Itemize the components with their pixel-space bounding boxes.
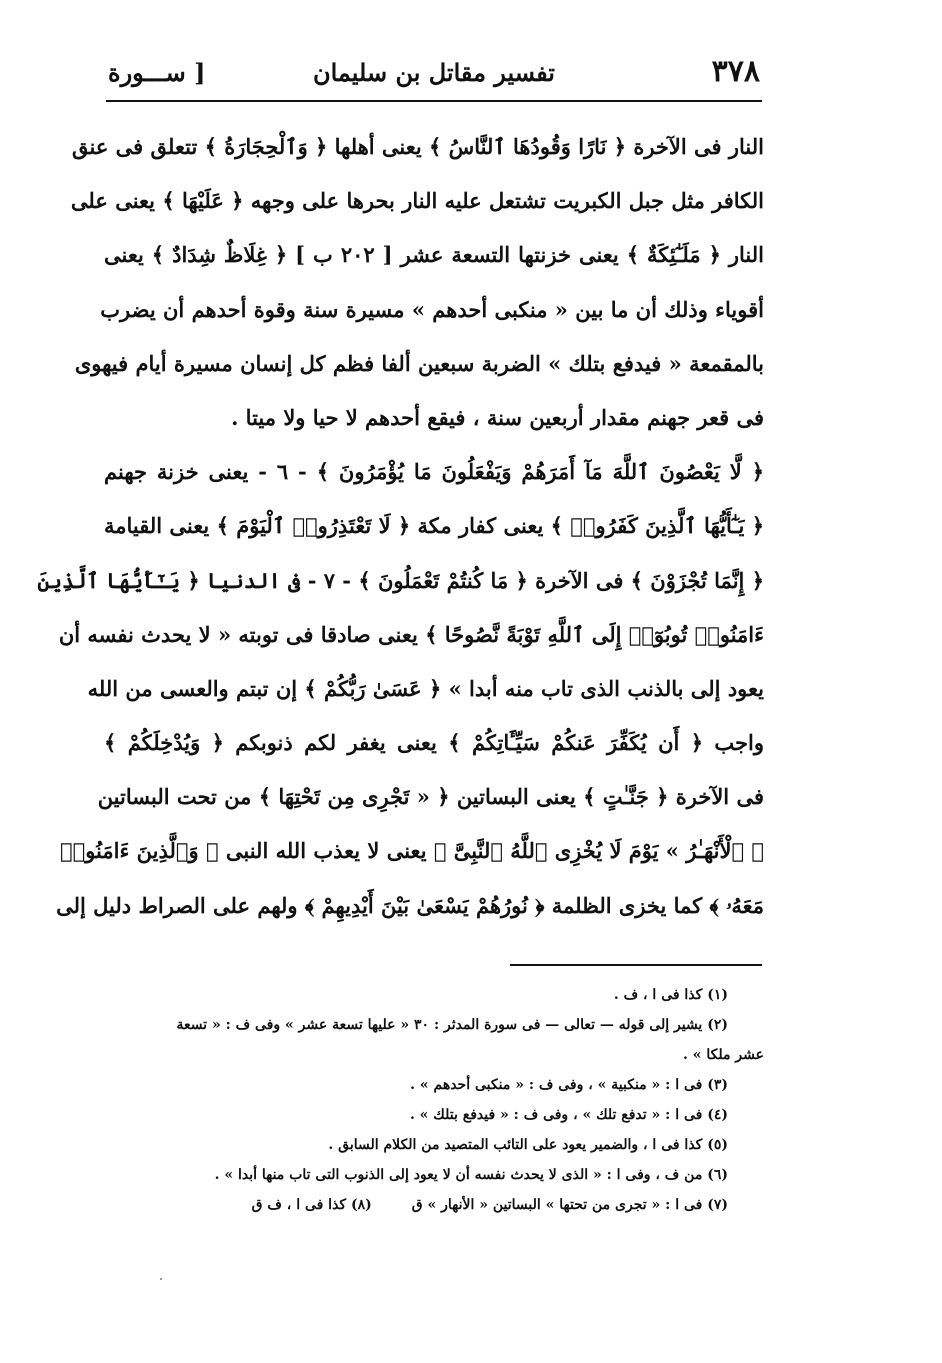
footnote-3: (٣) فى ا : « منكبية » ، وفى ف : « منكبى أحدهم » . bbox=[410, 1077, 728, 1093]
surah-label: [ ســـورة bbox=[108, 58, 206, 87]
header-rule bbox=[106, 100, 762, 102]
page-number: ٣٧٨ bbox=[711, 54, 760, 89]
text-line: فى قعر جهنم مقدار أربعين سنة ، فيقع أحدهم لا حيا ولا ميتا . bbox=[231, 404, 764, 430]
text-line: مَعَهُۥ ﴾ كما يخزى الظلمة ﴿ نُورُهُمْ يَسْعَىٰ بَيْنَ أَيْدِيهِمْ ﴾ ولهم على الصراط دليل إلى bbox=[56, 892, 764, 918]
text-line: واجب ﴿ أَن يُكَفِّرَ عَنكُمْ سَيِّـَٔاتِكُمْ ﴾ يعنى يغفر لكم ذنوبكم ﴿ وَيُدْخِلَكُمْ ﴾ bbox=[104, 730, 764, 756]
footnote-2: (٢) يشير إلى قوله — تعالى — فى سورة المدثر : ٣٠ « عليها تسعة عشر » وفى ف : « تسعة bbox=[176, 1017, 728, 1033]
text-line: ﴿ ٱلْأَنْهَـٰرُ » يَوْمَ لَا يُخْزِى ٱللَّهُ ٱلنَّبِىَّ ﴾ يعنى لا يعذب الله النبى ﴿ وَٱلَّذِينَ ءَامَنُوا۟ bbox=[60, 838, 764, 864]
footnote-1: (١) كذا فى ا ، ف . bbox=[613, 987, 728, 1003]
footnote-6: (٦) من ف ، وفى ا : « الذى لا يحدث نفسه أن لا يعود إلى الذنوب التى تاب منها أبدا » . bbox=[214, 1167, 728, 1183]
text-line: بالمقمعة « فيدفع بتلك » الضربة سبعين ألفا فظم كل إنسان مسيرة أيام فيهوى bbox=[74, 350, 764, 376]
footnote-5: (٥) كذا فى ا ، والضمير يعود على التائب المتصيد من الكلام السابق . bbox=[328, 1137, 728, 1153]
text-line: ءَامَنُوا۟ تُوبُوٓا۟ إِلَى ٱللَّهِ تَوْبَةً نَّصُوحًا ﴾ يعنى صادقا فى توبته « لا يحدث نفسه أن bbox=[58, 621, 764, 647]
text-line: أقوياء وذلك أن ما بين « منكبى أحدهم » مسيرة سنة وقوة أحدهم أن يضرب bbox=[100, 296, 764, 322]
text-line: ﴿ إِنَّمَا تُجْزَوْنَ ﴾ فى الآخرة ﴿ مَا كُنتُمْ تَعْمَلُونَ ﴾ - ٧ - فى الدنيا ﴿ يَـٰٓأَيُّهَا ٱلَّذِينَ bbox=[37, 567, 764, 593]
text-line: ﴿ لَّا يَعْصُونَ ٱللَّهَ مَآ أَمَرَهُمْ وَيَفْعَلُونَ مَا يُؤْمَرُونَ ﴾ - ٦ - يعنى خزنة جهنم bbox=[104, 459, 764, 485]
main-text bbox=[37, 120, 764, 933]
footnote-7: (٧) فى ا : « تجرى من تحتها » البساتين « الأنهار » ق bbox=[411, 1197, 728, 1213]
footnote-8: (٨) كذا فى ا ، ف ق bbox=[251, 1197, 372, 1213]
text-line: النار فى الآخرة ﴿ نَارًا وَقُودُهَا ٱلنَّاسُ ﴾ يعنى أهلها ﴿ وَٱلْحِجَارَةُ ﴾ تتعلق فى عنق bbox=[71, 134, 764, 159]
text-line: الكافر مثل جبل الكبريت تشتعل عليه النار بحرها على وجهه ﴿ عَلَيْهَا ﴾ يعنى على bbox=[70, 188, 764, 214]
footnote-2-continued: عشر ملكا » . bbox=[683, 1047, 764, 1063]
text-line: يعود إلى بالذنب الذى تاب منه أبدا » ﴿ عَسَىٰ رَبُّكُمْ ﴾ إن تبتم والعسى من الله bbox=[87, 675, 764, 701]
text-line: فى الآخرة ﴿ جَنَّـٰتٍ ﴾ يعنى البساتين ﴿ « تَجْرِى مِن تَحْتِهَا ﴾ من تحت البساتين bbox=[97, 784, 764, 810]
footnote-4: (٤) فى ا : « تدفع تلك » ، وفى ف : « فيدفع بتلك » . bbox=[409, 1107, 728, 1123]
footnotes bbox=[104, 980, 764, 1220]
text-line: ﴿ يَـٰٓأَيُّهَا ٱلَّذِينَ كَفَرُوا۟ ﴾ يعنى كفار مكة ﴿ لَا تَعْتَذِرُوا۟ ٱلْيَوْمَ ﴾ يعنى القيامة bbox=[104, 513, 764, 539]
running-title: تفسير مقاتل بن سليمان bbox=[312, 58, 555, 87]
footnote-rule bbox=[510, 964, 762, 966]
scan-speck bbox=[160, 1278, 162, 1280]
footnote-row-7-8 bbox=[104, 1190, 764, 1220]
text-line: النار ﴿ مَلَـٰٓئِكَةٌ ﴾ يعنى خزنتها التسعة عشر [ ٢٠٢ ب ] ﴿ غِلَاظٌ شِدَادٌ ﴾ يعنى bbox=[104, 242, 764, 268]
page-header bbox=[108, 52, 760, 100]
